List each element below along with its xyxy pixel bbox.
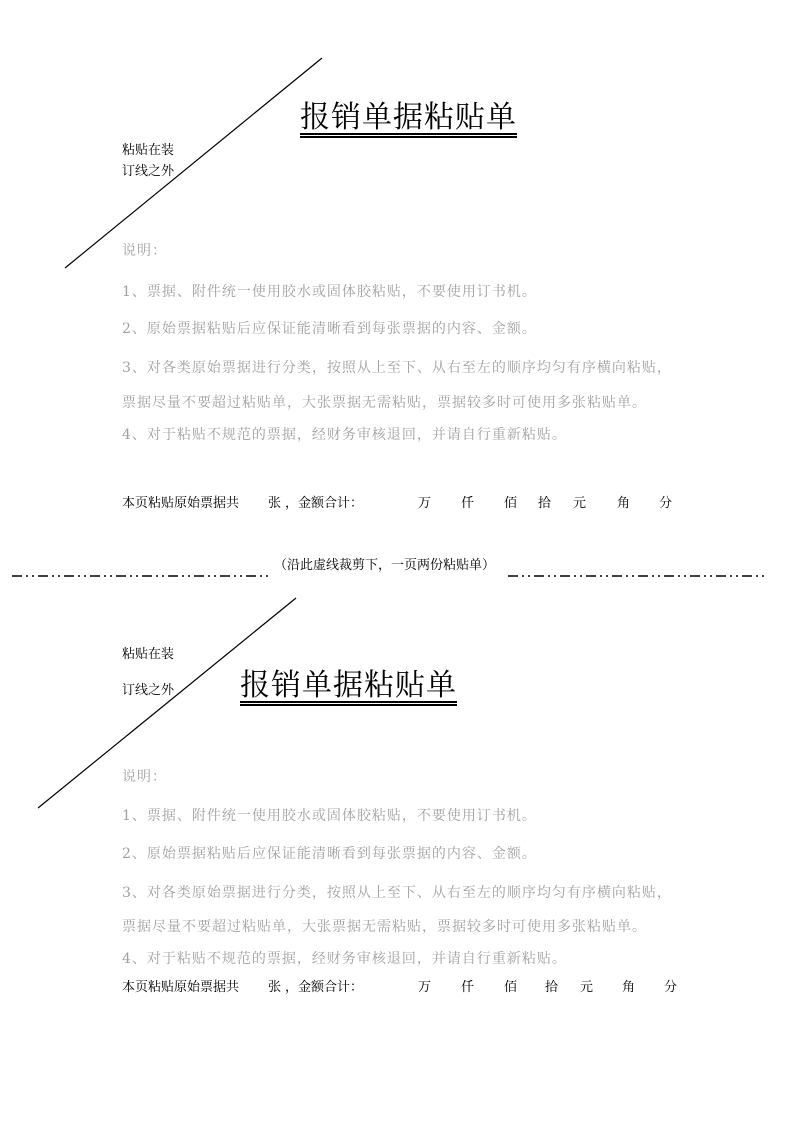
summary-prefix: 本页粘贴原始票据共 (122, 980, 240, 995)
unit-bai: 佰 (504, 496, 518, 511)
note-1: 1、票据、附件统一使用胶水或固体胶粘贴，不要使用订书机。 (122, 284, 537, 300)
note-1: 1、票据、附件统一使用胶水或固体胶粘贴，不要使用订书机。 (122, 808, 537, 824)
summary-prefix: 本页粘贴原始票据共 (122, 496, 240, 511)
note-4: 4、对于粘贴不规范的票据，经财务审核退回，并请自行重新粘贴。 (122, 951, 567, 967)
unit-jiao: 角 (617, 496, 631, 511)
notes-heading: 说明： (122, 243, 167, 259)
summary-total-label: ，金额合计： (285, 496, 364, 511)
note-3-line1: 3、对各类原始票据进行分类，按照从上至下、从右至左的顺序均匀有序横向粘贴， (122, 885, 672, 901)
note-4: 4、对于粘贴不规范的票据，经财务审核退回，并请自行重新粘贴。 (122, 427, 567, 443)
unit-qian: 仟 (461, 496, 475, 511)
summary-sheets-unit: 张 (268, 496, 282, 511)
corner-note-line2: 订线之外 (122, 164, 175, 179)
note-3-line1: 3、对各类原始票据进行分类，按照从上至下、从右至左的顺序均匀有序横向粘贴， (122, 360, 672, 376)
corner-note-line1: 粘贴在装 (122, 647, 175, 662)
unit-shi: 拾 (545, 980, 559, 995)
sheet1-diagonal-line (65, 58, 322, 268)
unit-shi: 拾 (538, 496, 552, 511)
summary-sheets-unit: 张 (268, 980, 282, 995)
note-2: 2、原始票据粘贴后应保证能清晰看到每张票据的内容、金额。 (122, 321, 537, 337)
summary-total-label: ，金额合计： (285, 980, 364, 995)
note-3-line2: 票据尽量不要超过粘贴单，大张票据无需粘贴，票据较多时可使用多张粘贴单。 (122, 395, 647, 411)
unit-wan: 万 (418, 980, 432, 995)
unit-bai: 佰 (504, 980, 518, 995)
unit-fen: 分 (659, 496, 673, 511)
note-3-line2: 票据尽量不要超过粘贴单，大张票据无需粘贴，票据较多时可使用多张粘贴单。 (122, 919, 647, 935)
summary-row (0, 980, 800, 996)
unit-yuan: 元 (573, 496, 587, 511)
sheet-title: 报销单据粘贴单 (240, 668, 457, 703)
unit-yuan: 元 (580, 980, 594, 995)
cut-line-caption: （沿此虚线裁剪下，一页两份粘贴单） (274, 558, 496, 573)
summary-row (0, 496, 800, 512)
unit-fen: 分 (664, 980, 678, 995)
unit-wan: 万 (418, 496, 432, 511)
corner-note-line1: 粘贴在装 (122, 143, 175, 158)
notes-heading: 说明： (122, 769, 167, 785)
unit-qian: 仟 (461, 980, 475, 995)
corner-note-line2: 订线之外 (122, 683, 175, 698)
note-2: 2、原始票据粘贴后应保证能清晰看到每张票据的内容、金额。 (122, 846, 537, 862)
sheet-title: 报销单据粘贴单 (300, 100, 517, 135)
unit-jiao: 角 (622, 980, 636, 995)
